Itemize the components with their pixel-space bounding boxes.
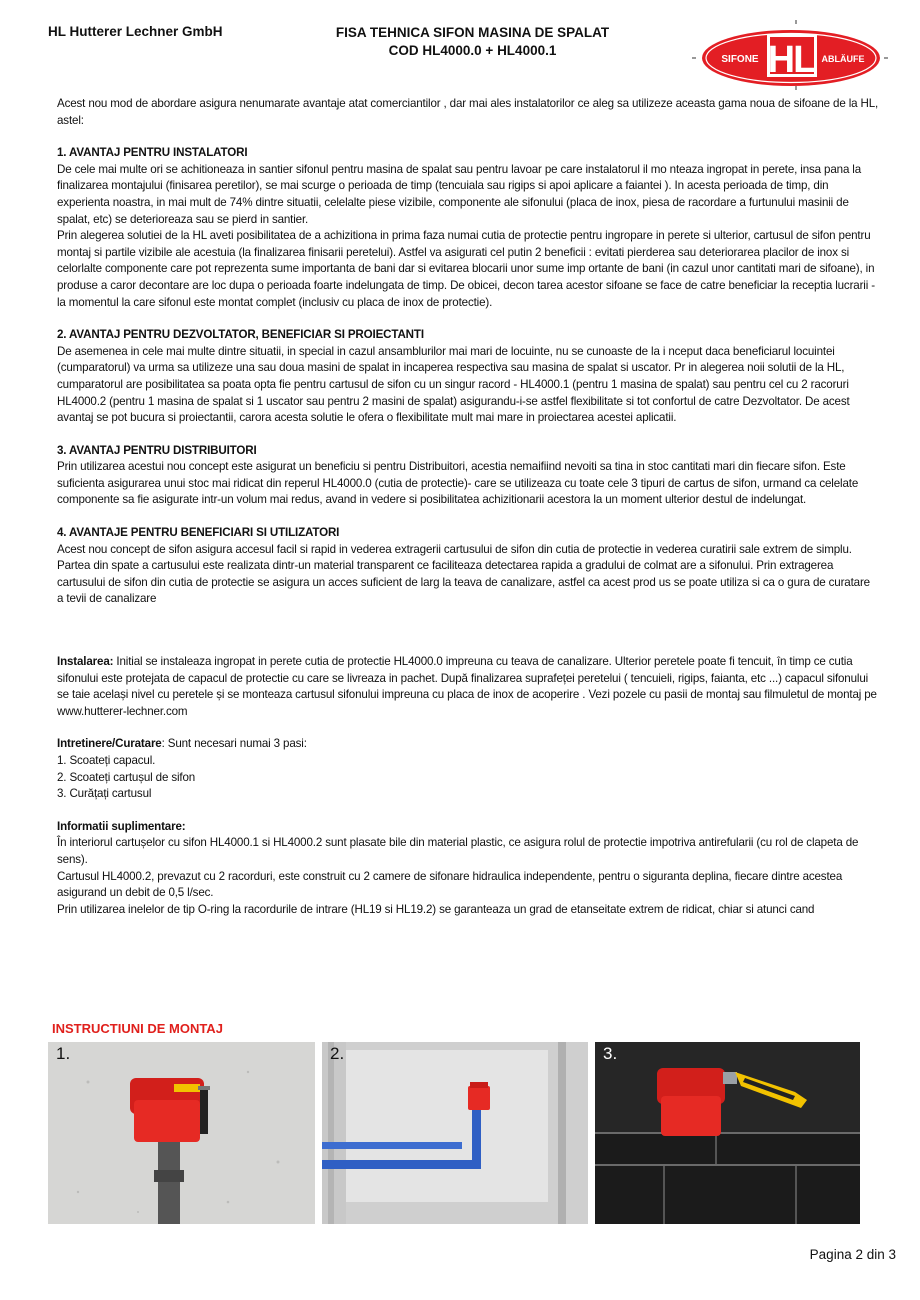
section-4-heading: 4. AVANTAJE PENTRU BENEFICIARI SI UTILIZATORI bbox=[57, 526, 340, 540]
additional-info-paragraph-2: Cartusul HL4000.2, prevazut cu 2 racorduri, este construit cu 2 camere de sifonare hidraulica independente, pentru o siguranta deplina, fiecare dintre acestea asigurand un debit de 0,5 l/sec. bbox=[57, 869, 843, 900]
maintenance-step-3: 3. Curățați cartusul bbox=[57, 787, 152, 801]
photo-2-number: 2. bbox=[330, 1044, 345, 1063]
title-line-1: FISA TEHNICA SIFON MASINA DE SPALAT bbox=[335, 25, 610, 40]
page-number: Pagina 2 din 3 bbox=[809, 1247, 896, 1262]
section-1-heading: 1. AVANTAJ PENTRU INSTALATORI bbox=[57, 146, 248, 160]
section-2-heading: 2. AVANTAJ PENTRU DEZVOLTATOR, BENEFICIAR SI PROIECTANTI bbox=[57, 328, 424, 342]
montaj-photo-3 bbox=[595, 1042, 860, 1224]
section-1-paragraph-1: De cele mai multe ori se achitioneaza in santier sifonul pentru masina de spalat sau pentru lavoar pe care instalatorul il mo nteaza ingropat in perete, insa pana la finalizarea montajului (finisarea peretilor), se mai scurge o perioada de timp (tencuiala sau rigips si apoi aplicare a faiantei ). In acesta perioada de timp, din experienta noastra, in mai mult de 74% dintre situatii, celelalte piese vizibile, componente ale sifonului (placa de inox, piesa de racordare a furtunului masinii de spalat, etc) se deterioreaza sau se pierd in santier. bbox=[57, 162, 862, 226]
intro-text: Acest nou mod de abordare asigura nenumarate avantaje atat comerciantilor , dar mai ales instalatorilor ce aleg sa utilizeze aceasta gama noua de sifoane de la HL, astel: bbox=[57, 97, 879, 127]
section-1-paragraph-2: Prin alegerea solutiei de la HL aveti posibilitatea de a achizitiona in prima faza numai cutia de protectie pentru ingropare in perete si ulterior, cartusul de sifon pentru montaj si partile vizibile ale acestuia (la finalizarea finisarii peretelui). Astfel va asigurati cel putin 2 beneficii : evitati pierderea sau deteriorarea placilor de inox si celorlalte componente care pot reprezenta sume importanta de bani dar si evitarea blocarii unor sume imp ortante de bani (in cazul unor cantitati mari de sifoane), in produse a caror decontare are loc dupa o perioada foarte indelungata de timp. De obicei, decon tarea acestor sifoane se face de catre beneficiar la receptia lucrarii - la momentul la care sifonul este montat complet (inclusiv cu placa de inox de protectie). bbox=[57, 229, 875, 309]
logo-hl-text: HL bbox=[767, 39, 815, 81]
additional-info-paragraph-3: Prin utilizarea inelelor de tip O-ring la racordurile de intrare (HL19 si HL19.2) se garanteaza un grad de etanseitate extrem de ridicat, chiar si atunci cand bbox=[57, 902, 815, 916]
additional-info-heading: Informatii suplimentare: bbox=[57, 819, 186, 833]
title-line-2: COD HL4000.0 + HL4000.1 bbox=[388, 43, 557, 58]
document-body bbox=[57, 96, 879, 918]
photo-3-number: 3. bbox=[603, 1044, 618, 1063]
logo-right-text: ABLÄUFE bbox=[821, 54, 865, 64]
section-4-paragraph-2: Partea din spate a cartusului este realizata dintr-un material transparent ce faciliteaza detectarea rapida a gradului de colmat are a sifonului. Prin extragerea cartusului de sifon din cutia de protectie se asigura un acces suficient de larg la teava de canalizare, astfel ca acest prod us se poate utiliza si ca o gura de curatare a tevii de canalizare bbox=[57, 559, 870, 606]
installation-label: Instalarea: bbox=[57, 655, 114, 669]
maintenance-paragraph bbox=[57, 736, 879, 753]
logo-left-text: SIFONE bbox=[721, 54, 759, 65]
document-title bbox=[300, 24, 645, 60]
maintenance-step-2: 2. Scoateți cartușul de sifon bbox=[57, 770, 196, 784]
photo-1-number: 1. bbox=[56, 1044, 71, 1063]
installation-paragraph bbox=[57, 654, 879, 720]
maintenance-text: : Sunt necesari numai 3 pasi: bbox=[161, 737, 307, 751]
section-2-paragraph-1: De asemenea in cele mai multe dintre situatii, in special in cazul ansamblurilor mai mari de locuinte, nu se cunoaste de la i nceput daca beneficiarul locuintei (cumparatorul) va urma sa utilizeze una sau doua masini de spalat in incaperea respectiva sau masina de spalat si uscator. Pr in alegerea noii solutii de la HL, cumparatorul are posibilitatea sa poata opta fie pentru cartusul de sifon cu un singur racord - HL4000.1 (pentru 1 masina de spalat) sau pentru cel cu 2 racoruri HL4000.2 (pentru 1 masina de spalat si 1 uscator sau pentru 2 masini de spalat) asigurandu-i-se astfel flexibilitate si tot confortul de catre Dezvoltator. De acest avantaj se pot bucura si proiectantii, carora acesta solutie le ofera o flexibilitate mult mai mare in proiectarea acestei aplicatii. bbox=[57, 344, 850, 425]
maintenance-step-1: 1. Scoateți capacul. bbox=[57, 754, 156, 767]
montaj-photo-2 bbox=[322, 1042, 588, 1224]
hl-logo bbox=[690, 20, 890, 90]
additional-info-paragraph-1: În interiorul cartușelor cu sifon HL4000.1 si HL4000.2 sunt plasate bile din material plastic, ce asigura rolul de protectie impotriva antirefularii (cu rol de clapeta de sens). bbox=[57, 836, 859, 866]
section-3-paragraph-1: Prin utilizarea acestui nou concept este asigurat un beneficiu si pentru Distribuitori, acestia nemaifiind nevoiti sa tina in stoc cantitati mari din fiecare sifon. Este suficienta asigurarea unui stoc mai ridicat din reperul HL4000.0 (cutia de protectie)- care se utilizeaza cu toate cele 3 tipuri de cartus de sifon, urmand ca celelate componente sa fie asigurate intr-un volum mai redus, avand in vedere si posibilitatea achizitionarii acestora la un moment ulterior destul de indelungat. bbox=[57, 460, 859, 507]
section-3-heading: 3. AVANTAJ PENTRU DISTRIBUITORI bbox=[57, 443, 257, 457]
montaj-title: INSTRUCTIUNI DE MONTAJ bbox=[52, 1021, 223, 1036]
installation-text: Initial se instaleaza ingropat in perete cutia de protectie HL4000.0 impreuna cu teava de canalizare. Ulterior peretele poate fi tencuit, în timp ce cutia sifonului este protejata de capacul de protectie cu care se livreaza in pachet. După finalizarea suprafeței peretelui ( tencuieli, rigips, faianta, etc ...) capacul sifonului se taie același nivel cu peretele și se monteaza cartusul sifonului impreuna cu placa de inox de acoperire . Vezi pozele cu pasii de montaj sau filmuletul de montaj pe www.hutterer-lechner.com bbox=[57, 655, 877, 718]
maintenance-label: Intretinere/Curatare bbox=[57, 737, 162, 751]
montaj-photo-1 bbox=[48, 1042, 315, 1224]
section-4-paragraph-1: Acest nou concept de sifon asigura accesul facil si rapid in vederea extragerii cartusului de sifon din cutia de protectie in vederea curatirii sale extrem de simplu. bbox=[57, 542, 852, 556]
company-name: HL Hutterer Lechner GmbH bbox=[48, 24, 223, 39]
